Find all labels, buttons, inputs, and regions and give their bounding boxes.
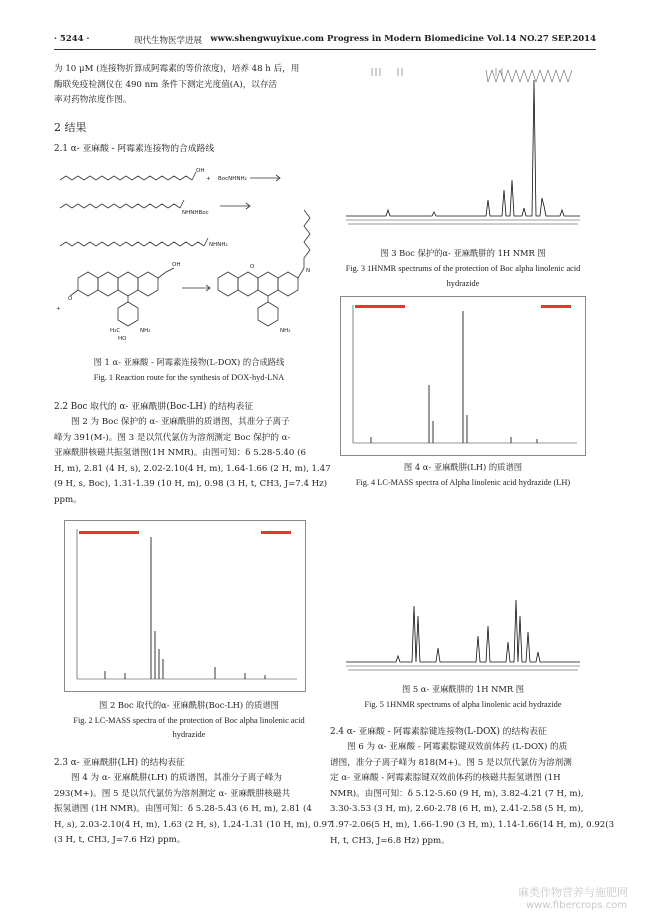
amine-label: NH₂	[140, 328, 151, 334]
fig3-nmr-spectrum	[336, 60, 588, 238]
fig4-mass-spectrum	[340, 296, 586, 456]
hydroxy-label: OH	[172, 262, 181, 268]
hydrazide-chain	[60, 242, 204, 246]
l-dox-product-structure	[218, 210, 310, 326]
fig3-caption-cn: 图 3 Boc 保护的α- 亚麻酰肼的 1H NMR 图	[380, 248, 546, 258]
plus-sign-2: +	[56, 306, 61, 312]
journal-name-cn: 现代生物医学进展	[134, 36, 203, 46]
section-2-1-heading: 2.1 α- 亚麻酸 - 阿霉素连接物的合成路线	[54, 144, 215, 154]
fig3-axis-scale	[348, 223, 578, 225]
page-number: · 5244 ·	[54, 34, 90, 44]
fig5-nmr-spectrum	[336, 586, 588, 678]
hydrazide-nh2-label: NHNH₂	[209, 242, 228, 248]
product-oxygen-label: O	[250, 264, 255, 270]
header-rule	[54, 49, 596, 50]
fig2-mass-spectrum	[64, 520, 306, 692]
watermark-url: www.fibercrops.com	[526, 900, 628, 911]
fig3-caption-en-1: Fig. 3 1HNMR spectrums of the protection of Boc alpha linolenic acid	[345, 264, 581, 273]
fig5-axis-scale	[348, 669, 578, 671]
fig4-header-text-right	[541, 305, 571, 308]
reagent-label: BocNHNH₂	[218, 176, 247, 182]
fig2-caption-en-1: Fig. 2 LC-MASS spectra of the protection of Boc alpha linolenic acid	[73, 716, 305, 725]
acid-oh-label: OH	[196, 168, 205, 174]
reaction-scheme	[54, 160, 324, 350]
fig4-caption-en: Fig. 4 LC-MASS spectra of Alpha linolenic acid hydrazide (LH)	[355, 478, 571, 487]
section-2-4-paragraph: 图 6 为 α- 亚麻酸 - 阿霉素腙键双效前体药 (L-DOX) 的质 谱图，准分子离子峰为 818(M+)。图 5 是以氘代氯仿为溶剂测 定 α- 亚麻酸 - 阿霉素腙键双效前体药的核磁共振氢谱图 (1H NMR)。由图可知：δ 5.12-5.60 (9 H, m), 3.82-4.21 (7 H, m), 3.30-3.53 (3 H, m), 2.60-2.78 (6 H, m), 2.41-2.58 (5 H, m), 1.97-2.06(5 H, m), 1.66-1.90 (3 H, m), 1.14-1.66(14 H, m), 0.92(3 H, t, CH3, J=6.8 Hz) ppm。	[330, 742, 615, 846]
fig3-caption-en-2: hydrazide	[446, 279, 480, 288]
section-2-2-paragraph: 图 2 为 Boc 保护的 α- 亚麻酰肼的质谱图，其准分子离子 峰为 391(M-)。图 3 是以氘代氯仿为溶剂测定 Boc 保护的 α- 亚麻酰肼核磁共振氢谱图(1H NMR)。由图可知：δ 5.28-5.40 (6 H, m), 2.81 (4 H, s), 2.02-2.10(4 H, m), 1.64-1.66 (2 H, m), 1.47 (9 H, s, Boc), 1.31-1.39 (10 H, m), 0.98 (3 H, t, CH3, J=7.4 Hz) ppm。	[54, 417, 331, 505]
fig3-spectrum-trace	[346, 80, 580, 216]
methoxy-label: O	[68, 296, 73, 302]
fig5-caption-en: Fig. 5 1HNMR spectrums of alpha linolenic acid hydrazide	[364, 700, 562, 709]
intro-paragraph: 为 10 μM (连接物折算成阿霉素的等价浓度)，培养 48 h 后，用 酶联免疫检测仪在 490 nm 条件下测定光度值(A)，以存活 率对药物浓度作图。	[54, 64, 300, 106]
running-header	[54, 34, 596, 48]
fig2-header-text-right	[261, 531, 291, 534]
fig4-caption-cn: 图 4 α- 亚麻酰肼(LH) 的质谱图	[403, 462, 523, 472]
fig4-header-text	[355, 305, 405, 308]
product-n-label: N	[306, 268, 311, 274]
watermark-cn: 麻类作物营养与施肥网	[518, 886, 628, 899]
ho-label: HO	[118, 336, 127, 342]
fig5-caption-cn: 图 5 α- 亚麻酰肼的 1H NMR 图	[401, 684, 525, 694]
fig1-caption-cn: 图 1 α- 亚麻酸 - 阿霉素连接物(L-DOX) 的合成路线	[93, 357, 285, 367]
ch3-label: H₃C	[110, 328, 121, 334]
fig5-spectrum-trace	[346, 600, 580, 662]
section-2-3-paragraph: 图 4 为 α- 亚麻酰肼(LH) 的质谱图，其准分子离子峰为 293(M+)。图 5 是以氘代氯仿为溶剂测定 α- 亚麻酰肼核磁共 振氢谱图 (1H NMR)。由图可知：δ 5.28-5.43 (6 H, m), 2.81 (4 H, s), 2.03-2.10(4 H, m), 1.63 (2 H, s), 1.24-1.31 (10 H, m), 0.97 (3 H, t, CH3, J=7.6 Hz) ppm。	[54, 773, 333, 846]
fig2-caption-en-2: hydrazide	[172, 730, 206, 739]
fig1-caption-en: Fig. 1 Reaction route for the synthesis of DOX-hyd-LNA	[93, 373, 285, 382]
section-2-4-heading: 2.4 α- 亚麻酸 - 阿霉素腙键连接物(L-DOX) 的结构表征	[330, 727, 547, 737]
boc-label: NHNHBoc	[182, 210, 209, 216]
journal-name-en: www.shengwuyixue.com Progress in Modern Biomedicine Vol.14 NO.27 SEP.2014	[210, 34, 596, 44]
product-amine-label: NH₂	[280, 328, 291, 334]
section-results-heading: 2 结果	[54, 121, 87, 134]
fig2-caption-cn: 图 2 Boc 取代的α- 亚麻酰肼(Boc-LH) 的质谱图	[99, 700, 279, 710]
linolenic-acid-chain	[60, 176, 192, 180]
plus-sign: +	[206, 176, 211, 182]
boc-hydrazide-chain	[60, 204, 180, 208]
section-2-3-heading: 2.3 α- 亚麻酰肼(LH) 的结构表征	[54, 758, 185, 768]
fig2-header-text	[79, 531, 139, 534]
section-2-2-heading: 2.2 Boc 取代的 α- 亚麻酰肼(Boc-LH) 的结构表征	[54, 402, 254, 412]
doxorubicin-structure	[70, 268, 174, 326]
